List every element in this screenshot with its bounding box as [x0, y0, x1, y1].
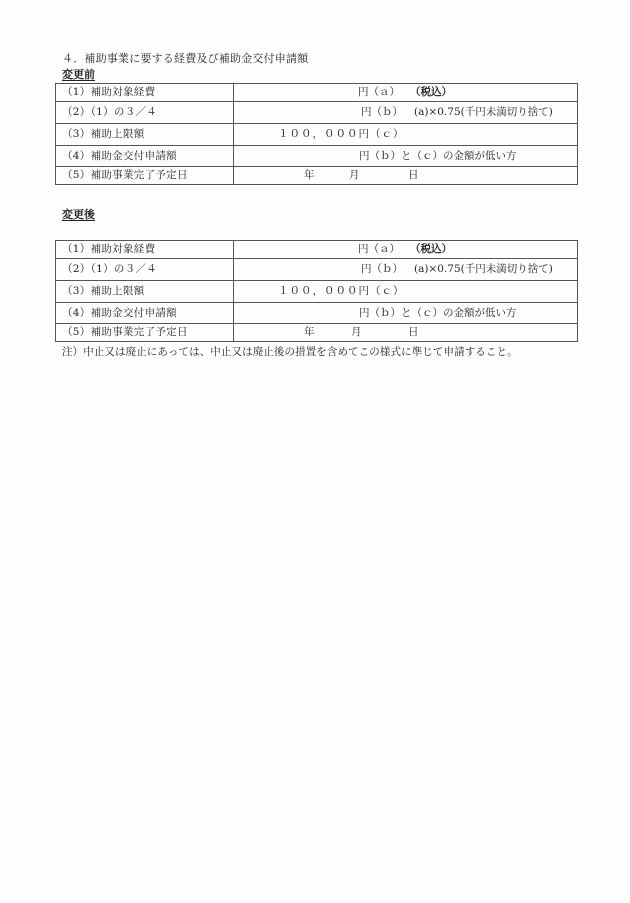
subsidy-cap-value [234, 281, 578, 303]
cap-amount: １００，０００円（ｃ） [278, 128, 405, 140]
completion-date-field[interactable] [234, 167, 578, 185]
table-row [56, 124, 578, 146]
row-label-subsidy-cap: （3）補助上限額 [56, 124, 234, 146]
row-label-application-amount: （4）補助金交付申請額 [56, 303, 234, 324]
tax-included-note: （税込） [410, 86, 452, 98]
application-amount-field[interactable] [234, 303, 578, 324]
table-row [56, 241, 578, 259]
row-label-application-amount: （4）補助金交付申請額 [56, 146, 234, 167]
calculation-note: (a)×0.75(千円未満切り捨て) [414, 263, 553, 275]
month-label: 月 [349, 169, 360, 181]
cap-amount: １００，０００円（ｃ） [278, 285, 405, 297]
subsidy-cap-value [234, 124, 578, 146]
unit-yen-a: 円（ａ） [358, 243, 400, 255]
after-change-label: 変更後 [62, 208, 95, 221]
row-label-three-quarters: （2）（1）の３／４ [56, 259, 234, 281]
unit-yen-b: 円（ｂ） [361, 106, 403, 118]
calculation-note: (a)×0.75(千円未満切り捨て) [414, 106, 553, 118]
day-label: 日 [408, 326, 419, 338]
table-row [56, 146, 578, 167]
row-label-subsidy-target-cost: （1）補助対象経費 [56, 241, 234, 259]
three-quarters-field[interactable] [234, 102, 578, 124]
application-amount-field[interactable] [234, 146, 578, 167]
before-change-label: 変更前 [62, 68, 95, 81]
footnote: 注）中止又は廃止にあっては、中止又は廃止後の措置を含めてこの様式に準じて申請すること。 [62, 346, 518, 358]
table-row [56, 84, 578, 102]
lower-amount-note: 円（ｂ）と（ｃ）の金額が低い方 [359, 150, 517, 162]
before-change-table [55, 83, 578, 185]
table-row [56, 259, 578, 281]
row-label-completion-date: （5）補助事業完了予定日 [56, 324, 234, 342]
day-label: 日 [408, 169, 419, 181]
table-row [56, 281, 578, 303]
unit-yen-b: 円（ｂ） [361, 263, 403, 275]
row-label-subsidy-target-cost: （1）補助対象経費 [56, 84, 234, 102]
year-label: 年 [304, 169, 315, 181]
tax-included-note: （税込） [410, 243, 452, 255]
row-label-subsidy-cap: （3）補助上限額 [56, 281, 234, 303]
completion-date-field[interactable] [234, 324, 578, 342]
three-quarters-field[interactable] [234, 259, 578, 281]
month-label: 月 [351, 326, 362, 338]
section-heading: ４．補助事業に要する経費及び補助金交付申請額 [62, 52, 309, 65]
unit-yen-a: 円（ａ） [358, 86, 400, 98]
year-label: 年 [304, 326, 315, 338]
row-label-three-quarters: （2）（1）の３／４ [56, 102, 234, 124]
lower-amount-note: 円（ｂ）と（ｃ）の金額が低い方 [359, 307, 517, 319]
after-change-table [55, 240, 578, 342]
row-label-completion-date: （5）補助事業完了予定日 [56, 167, 234, 185]
subsidy-target-cost-field[interactable] [234, 84, 578, 102]
table-row [56, 167, 578, 185]
table-row [56, 324, 578, 342]
subsidy-target-cost-field[interactable] [234, 241, 578, 259]
table-row [56, 102, 578, 124]
table-row [56, 303, 578, 324]
